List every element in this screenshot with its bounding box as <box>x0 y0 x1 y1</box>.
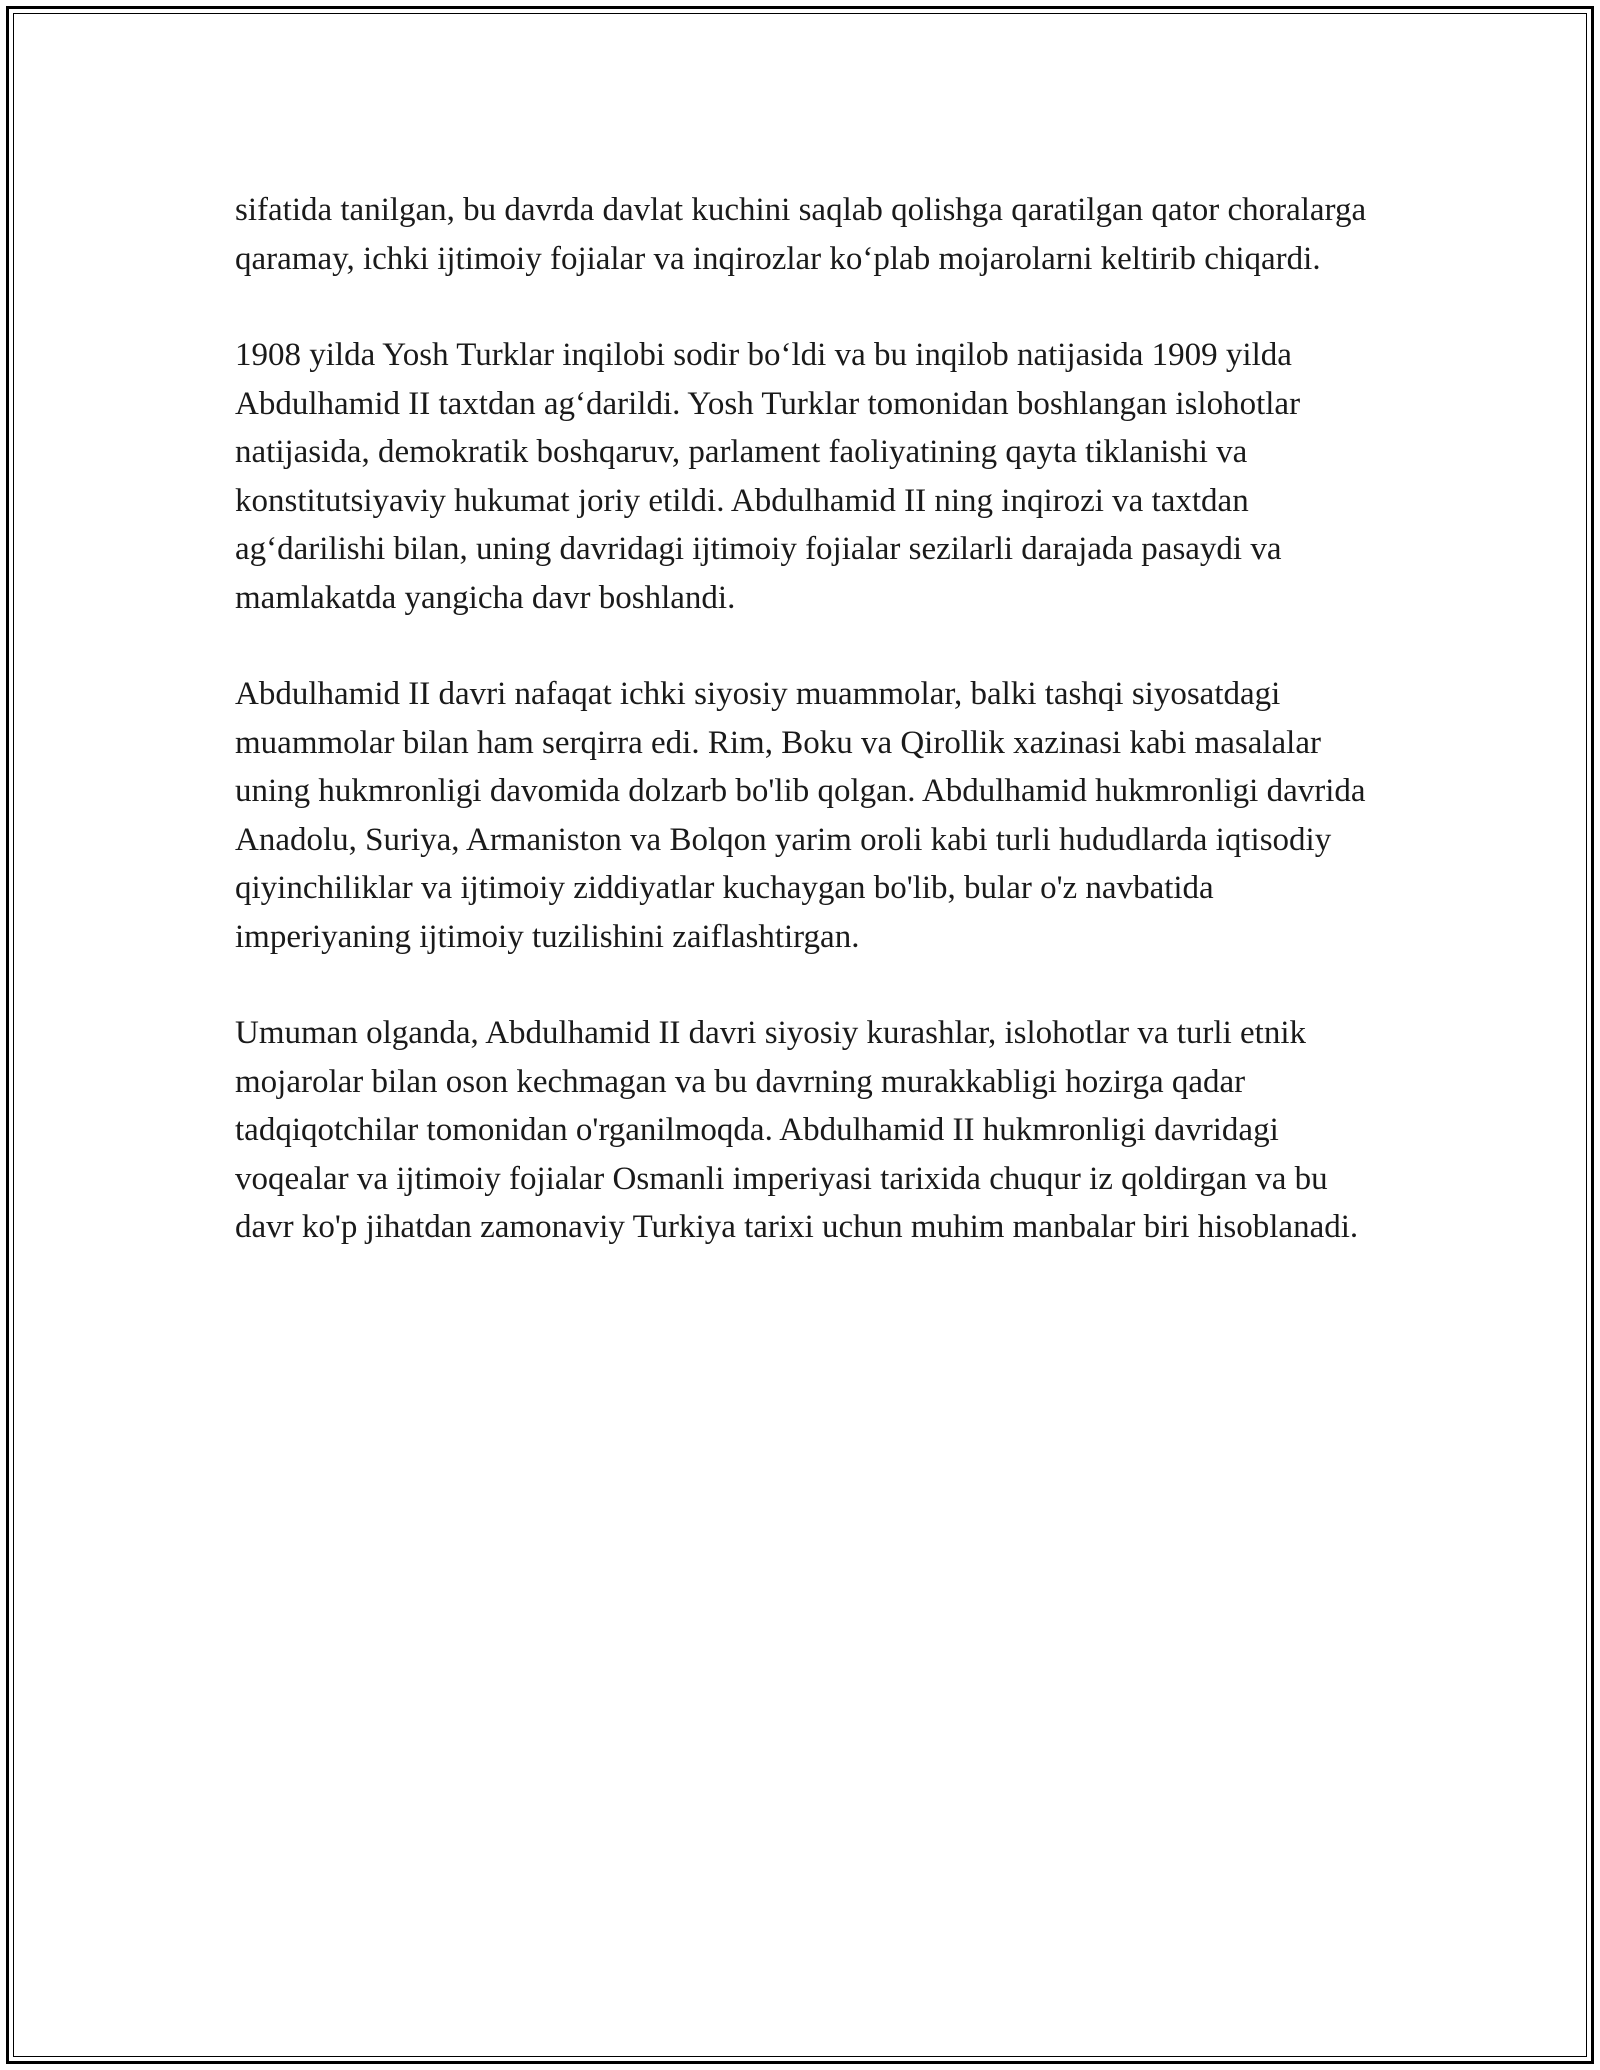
document-body <box>235 186 1375 1300</box>
paragraph-3: Abdulhamid II davri nafaqat ichki siyosiy muammolar, balki tashqi siyosatdagi muammolar bilan ham serqirra edi. Rim, Boku va Qirollik xazinasi kabi masalalar uning hukmronligi davomida dolzarb bo'lib qolgan. Abdulhamid hukmronligi davrida Anadolu, Suriya, Armaniston va Bolqon yarim oroli kabi turli hududlarda iqtisodiy qiyinchiliklar va ijtimoiy ziddiyatlar kuchaygan bo'lib, bular o'z navbatida imperiyaning ijtimoiy tuzilishini zaiflashtirgan. <box>235 676 1366 955</box>
paragraph-4: Umuman olganda, Abdulhamid II davri siyosiy kurashlar, islohotlar va turli etnik mojarolar bilan oson kechmagan va bu davrning murakkabligi hozirga qadar tadqiqotchilar tomonidan o'rganilmoqda. Abdulhamid II hukmronligi davridagi voqealar va ijtimoiy fojialar Osmanli imperiyasi tarixida chuqur iz qoldirgan va bu davr ko'p jihatdan zamonaviy Turkiya tarixi uchun muhim manbalar biri hisoblanadi. <box>235 1015 1359 1245</box>
paragraph-1: sifatida tanilgan, bu davrda davlat kuchini saqlab qolishga qaratilgan qator choralarga qaramay, ichki ijtimoiy fojialar va inqirozlar ko‘plab mojarolarni keltirib chiqardi. <box>235 192 1367 277</box>
paragraph-2: 1908 yilda Yosh Turklar inqilobi sodir bo‘ldi va bu inqilob natijasida 1909 yilda Abdulhamid II taxtdan ag‘darildi. Yosh Turklar tomonidan boshlangan islohotlar natijasida, demokratik boshqaruv, parlament faoliyatining qayta tiklanishi va konstitutsiyaviy hukumat joriy etildi. Abdulhamid II ning inqirozi va taxtdan ag‘darilishi bilan, uning davridagi ijtimoiy fojialar sezilarli darajada pasaydi va mamlakatda yangicha davr boshlandi. <box>235 337 1301 616</box>
